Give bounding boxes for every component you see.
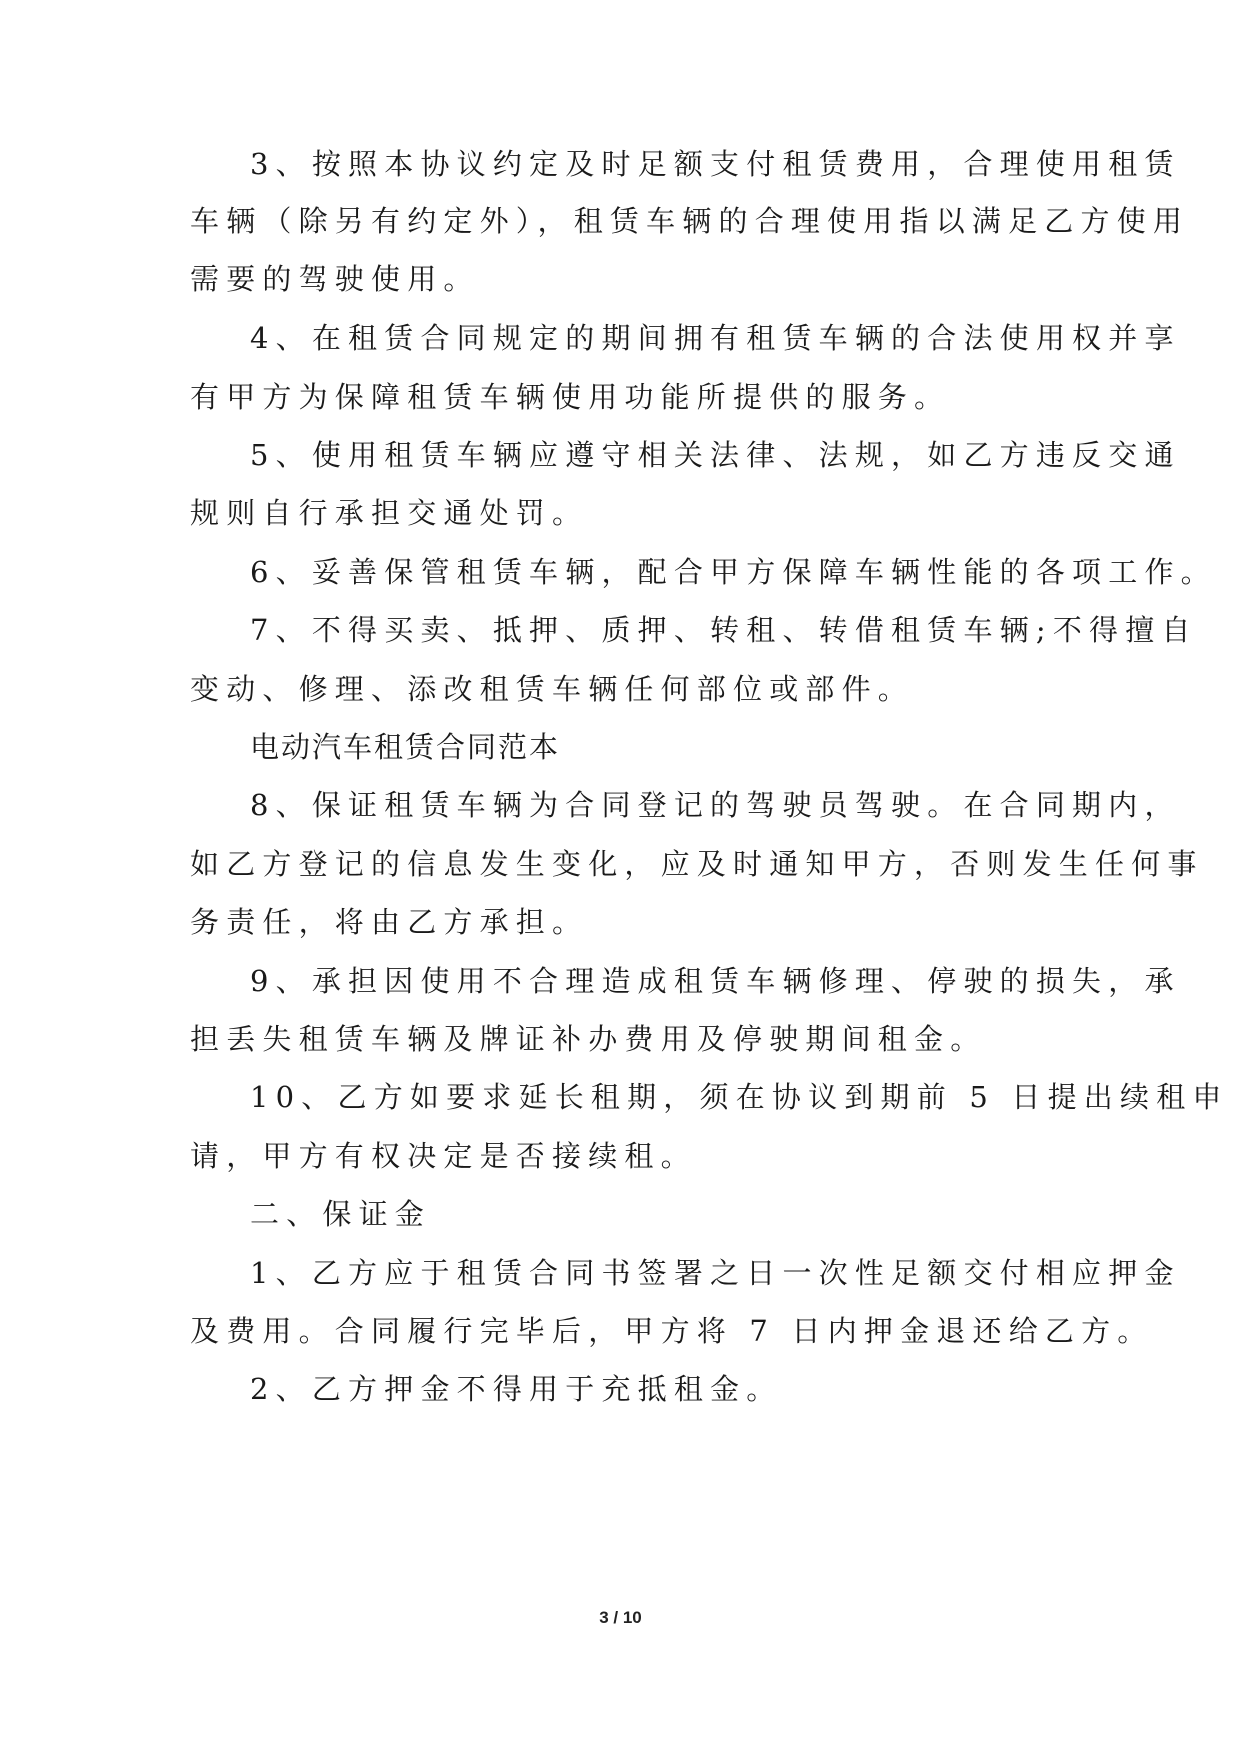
paragraph-line: 车辆（除另有约定外），租赁车辆的合理使用指以满足乙方使用 [190, 204, 1190, 238]
paragraph-line: 如乙方登记的信息发生变化，应及时通知甲方，否则发生任何事 [190, 847, 1204, 881]
paragraph-line: 担丢失租赁车辆及牌证补办费用及停驶期间租金。 [190, 1022, 987, 1056]
paragraph-line: 3、按照本协议约定及时足额支付租赁费用，合理使用租赁 [250, 147, 1181, 181]
paragraph-line: 6、妥善保管租赁车辆，配合甲方保障车辆性能的各项工作。 [250, 555, 1217, 589]
paragraph-line: 4、在租赁合同规定的期间拥有租赁车辆的合法使用权并享 [250, 321, 1181, 355]
paragraph-line: 有甲方为保障租赁车辆使用功能所提供的服务。 [190, 380, 951, 414]
paragraph-line: 8、保证租赁车辆为合同登记的驾驶员驾驶。在合同期内， [250, 788, 1181, 822]
page-number: 3 / 10 [599, 1608, 642, 1627]
paragraph-line: 请，甲方有权决定是否接续租。 [190, 1139, 697, 1173]
paragraph-line: 9、承担因使用不合理造成租赁车辆修理、停驶的损失，承 [250, 964, 1181, 998]
paragraph-line: 规则自行承担交通处罚。 [190, 496, 589, 530]
section-heading: 二、保证金 [250, 1197, 432, 1231]
paragraph-line: 务责任，将由乙方承担。 [190, 905, 589, 939]
paragraph-line: 2、乙方押金不得用于充抵租金。 [250, 1372, 783, 1406]
paragraph-line: 7、不得买卖、抵押、质押、转租、转借租赁车辆;不得擅自 [250, 613, 1198, 647]
paragraph-line: 及费用。合同履行完毕后，甲方将 7 日内押金退还给乙方。 [190, 1314, 1154, 1348]
paragraph-line: 变动、修理、添改租赁车辆任何部位或部件。 [190, 672, 915, 706]
section-heading: 电动汽车租赁合同范本 [250, 730, 561, 764]
paragraph-line: 5、使用租赁车辆应遵守相关法律、法规，如乙方违反交通 [250, 438, 1181, 472]
paragraph-line: 10、乙方如要求延长租期，须在协议到期前 5 日提出续租申 [250, 1080, 1229, 1114]
paragraph-line: 需要的驾驶使用。 [190, 262, 480, 296]
paragraph-line: 1、乙方应于租赁合同书签署之日一次性足额交付相应押金 [250, 1256, 1181, 1290]
